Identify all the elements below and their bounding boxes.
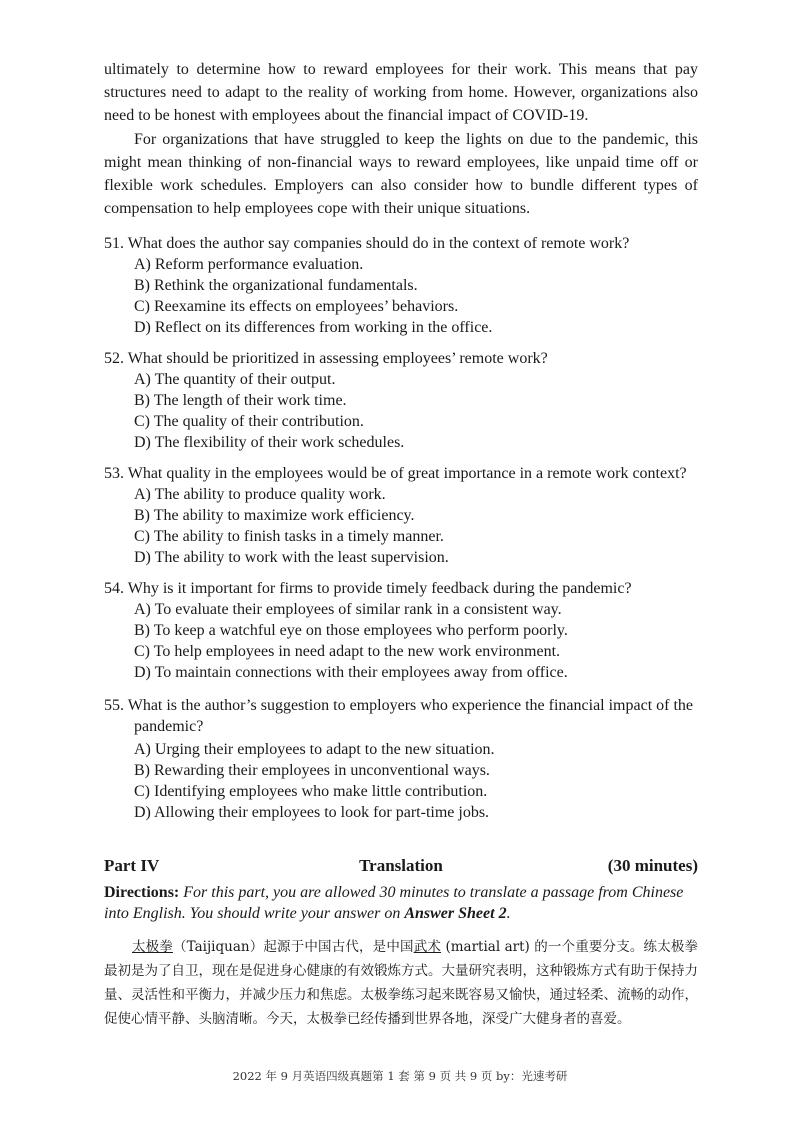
translation-segment-1: （Taijiquan）起源于中国古代，是中国 xyxy=(173,939,414,955)
option-c: C) The quality of their contribution. xyxy=(134,413,364,430)
question-stem: 53. What quality in the employees would be of great importance in a remote work context? xyxy=(104,465,687,482)
directions-end: . xyxy=(506,905,511,922)
option-b: B) Rethink the organizational fundamentals. xyxy=(134,277,418,294)
option-b: B) Rewarding their employees in unconventional ways. xyxy=(134,762,490,779)
part-time: (30 minutes) xyxy=(607,856,698,875)
option-d: D) The flexibility of their work schedules. xyxy=(134,434,405,451)
question-stem: 54. Why is it important for firms to provide timely feedback during the pandemic? xyxy=(104,580,632,597)
question-52 xyxy=(104,348,704,453)
option-b: B) To keep a watchful eye on those employees who perform poorly. xyxy=(134,622,568,639)
option-d: D) To maintain connections with their employees away from office. xyxy=(134,664,568,681)
option-c: C) The ability to finish tasks in a timely manner. xyxy=(134,528,444,545)
option-b: B) The length of their work time. xyxy=(134,392,347,409)
page-footer: 2022 年 9 月英语四级真题第 1 套 第 9 页 共 9 页 by：光速考研 xyxy=(232,1069,568,1083)
translation-segment-2: (martial art) 的一个重要分支。练太极拳最初是为了自卫，现在是促进身心健康的有效锻炼方式。大量研究表明，这种锻炼方式有助于保持力量、灵活性和平衡力，并减少压力和焦虑。太极拳练习起来既容易又愉快，通过轻柔、流畅的动作，促使心情平静、头脑清晰。今天，太极拳已经传播到世界各地，深受广大健身者的喜爱。 xyxy=(104,939,699,1027)
translation-passage xyxy=(104,935,698,1031)
option-d: D) The ability to work with the least supervision. xyxy=(134,549,449,566)
answer-sheet-ref: Answer Sheet 2 xyxy=(404,905,507,922)
question-53 xyxy=(104,463,704,568)
option-a: A) Reform performance evaluation. xyxy=(134,256,364,273)
question-stem: 52. What should be prioritized in assessing employees’ remote work? xyxy=(104,350,548,367)
option-c: C) Reexamine its effects on employees’ behaviors. xyxy=(134,298,459,315)
option-a: A) The quantity of their output. xyxy=(134,371,336,388)
part-header xyxy=(104,856,698,878)
option-a: A) The ability to produce quality work. xyxy=(134,486,386,503)
question-54 xyxy=(104,578,704,683)
part-number: Part IV xyxy=(104,856,160,875)
option-d: D) Allowing their employees to look for part-time jobs. xyxy=(134,804,490,821)
directions xyxy=(104,882,698,924)
directions-text: For this part, you are allowed 30 minutes to translate a passage from Chinese into English. You should write your answer on xyxy=(104,884,684,922)
option-c: C) To help employees in need adapt to the new work environment. xyxy=(134,643,561,660)
term-martial-art: 武术 xyxy=(413,939,442,955)
passage-paragraph-2: For organizations that have struggled to keep the lights on due to the pandemic, this might mean thinking of non-financial ways to reward employees, like unpaid time off or flexible work schedules. Employers can also consider how to bundle different types of compensation to help employees cope with their unique situations. xyxy=(104,131,698,217)
option-a: A) To evaluate their employees of similar rank in a consistent way. xyxy=(134,601,562,618)
question-51 xyxy=(104,233,704,338)
option-d: D) Reflect on its differences from working in the office. xyxy=(134,319,493,336)
option-b: B) The ability to maximize work efficiency. xyxy=(134,507,415,524)
option-a: A) Urging their employees to adapt to the new situation. xyxy=(134,741,495,758)
question-55 xyxy=(104,695,698,823)
part-title: Translation xyxy=(359,856,443,875)
term-taijiquan: 太极拳 xyxy=(132,939,173,955)
passage-paragraph-1: ultimately to determine how to reward employees for their work. This means that pay structures need to adapt to the reality of working from home. However, organizations also need to be honest with employees about the financial impact of COVID-19. xyxy=(104,61,698,124)
question-stem: 51. What does the author say companies should do in the context of remote work? xyxy=(104,235,630,252)
option-c: C) Identifying employees who make little contribution. xyxy=(134,783,488,800)
question-stem: 55. What is the author’s suggestion to employers who experience the financial impact of the pandemic? xyxy=(104,697,694,735)
directions-label: Directions: xyxy=(104,884,180,901)
